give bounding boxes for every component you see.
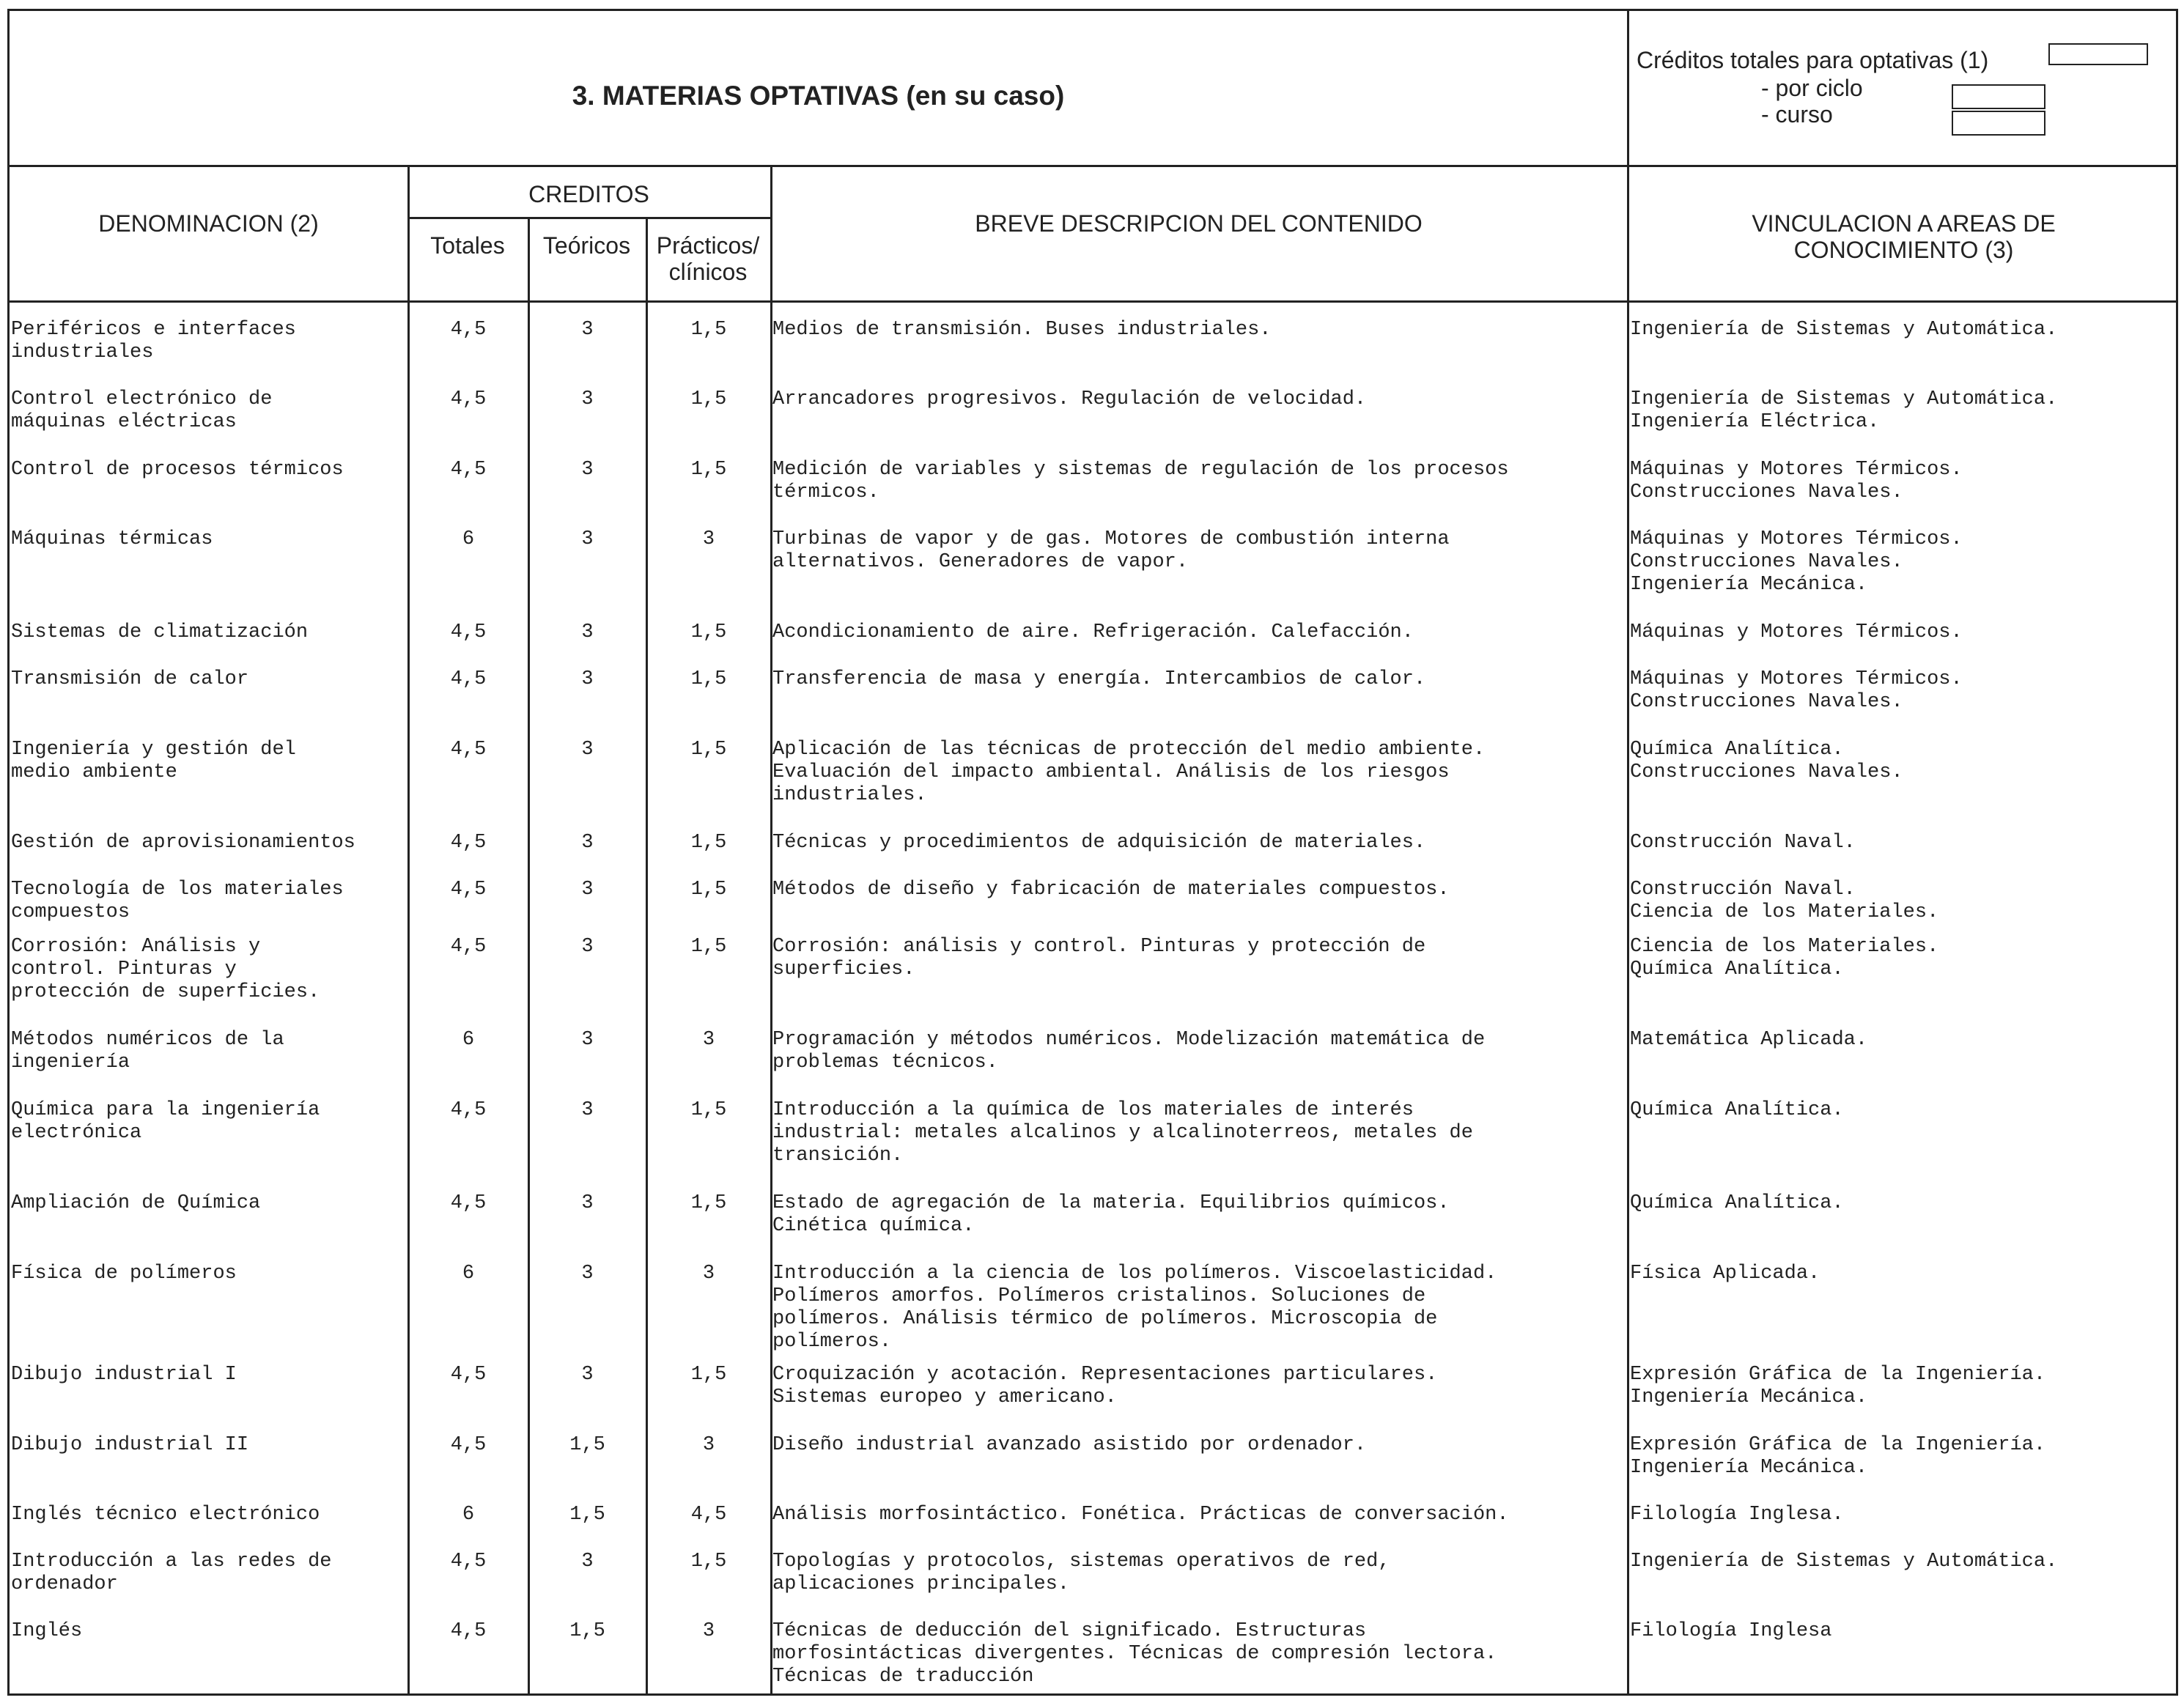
- subject-description: Técnicas de deducción del significado. Estructuras morfosintácticas divergentes. Técnicas de compresión lectora. Técnicas de traducción: [772, 1620, 1497, 1688]
- credits-theory: 3: [581, 1364, 594, 1386]
- col-header-descripcion: BREVE DESCRIPCION DEL CONTENIDO: [975, 210, 1423, 237]
- subject-description: Medición de variables y sistemas de regulación de los procesos térmicos.: [772, 459, 1509, 503]
- optional-subjects-form: [7, 9, 2178, 1696]
- credits-practice: 1,5: [690, 1364, 727, 1386]
- knowledge-areas: Ingeniería de Sistemas y Automática. Ingeniería Eléctrica.: [1630, 388, 2058, 433]
- subject-description: Medios de transmisión. Buses industriales.: [772, 319, 1272, 341]
- subject-name: Química para la ingeniería electrónica: [11, 1099, 320, 1144]
- per-cycle-box[interactable]: [1952, 84, 2045, 109]
- col-header-vinculacion-line2: CONOCIMIENTO (3): [1793, 237, 2014, 263]
- col-header-practicos-line1: Prácticos/: [656, 232, 760, 259]
- knowledge-areas: Ingeniería de Sistemas y Automática.: [1630, 319, 2058, 341]
- credits-total: 4,5: [450, 319, 487, 341]
- subject-description: Introducción a la ciencia de los polímeros. Viscoelasticidad. Polímeros amorfos. Polímeros cristalinos. Soluciones de polímeros. Análisis térmico de polímeros. Microscopia de polímeros.: [772, 1263, 1497, 1353]
- credits-theory: 3: [581, 621, 594, 643]
- credits-practice: 3: [702, 1434, 715, 1456]
- credits-theory: 1,5: [569, 1620, 605, 1642]
- credits-total: 4,5: [450, 1434, 487, 1456]
- credits-total: 6: [462, 1504, 475, 1526]
- knowledge-areas: Expresión Gráfica de la Ingeniería. Ingeniería Mecánica.: [1630, 1364, 2046, 1408]
- credits-total: 4,5: [450, 1192, 487, 1214]
- knowledge-areas: Máquinas y Motores Térmicos.: [1630, 621, 1963, 643]
- knowledge-areas: Máquinas y Motores Térmicos. Construcciones Navales. Ingeniería Mecánica.: [1630, 528, 1963, 596]
- credits-total: 4,5: [450, 832, 487, 854]
- subject-name: Inglés técnico electrónico: [11, 1504, 320, 1526]
- section-title: 3. MATERIAS OPTATIVAS (en su caso): [572, 81, 1065, 111]
- subject-name: Periféricos e interfaces industriales: [11, 319, 296, 363]
- knowledge-areas: Construcción Naval. Ciencia de los Materiales.: [1630, 879, 1939, 923]
- subject-name: Dibujo industrial II: [11, 1434, 249, 1456]
- credits-theory: 3: [581, 1551, 594, 1573]
- knowledge-areas: Química Analítica.: [1630, 1192, 1844, 1214]
- credits-theory: 3: [581, 1099, 594, 1121]
- knowledge-areas: Ciencia de los Materiales. Química Analítica.: [1630, 936, 1939, 980]
- credits-total: 4,5: [450, 879, 487, 901]
- credits-practice: 1,5: [690, 739, 727, 761]
- subject-description: Corrosión: análisis y control. Pinturas y protección de superficies.: [772, 936, 1426, 980]
- credits-total: 6: [462, 1029, 475, 1051]
- subject-description: Acondicionamiento de aire. Refrigeración. Calefacción.: [772, 621, 1414, 643]
- subject-description: Topologías y protocolos, sistemas operativos de red, aplicaciones principales.: [772, 1551, 1390, 1595]
- subject-name: Dibujo industrial I: [11, 1364, 237, 1386]
- course-box[interactable]: [1952, 111, 2045, 136]
- credits-practice: 3: [702, 1620, 715, 1642]
- subject-name: Sistemas de climatización: [11, 621, 309, 643]
- credits-practice: 1,5: [690, 668, 727, 690]
- knowledge-areas: Filología Inglesa: [1630, 1620, 1832, 1642]
- per-cycle-label: - por ciclo: [1761, 75, 1863, 101]
- credits-practice: 1,5: [690, 936, 727, 958]
- knowledge-areas: Matemática Aplicada.: [1630, 1029, 1868, 1051]
- credits-theory: 3: [581, 459, 594, 481]
- subject-name: Introducción a las redes de ordenador: [11, 1551, 332, 1595]
- course-label: - curso: [1761, 101, 1833, 128]
- credits-total: 4,5: [450, 668, 487, 690]
- knowledge-areas: Ingeniería de Sistemas y Automática.: [1630, 1551, 2058, 1573]
- credits-theory: 1,5: [569, 1434, 605, 1456]
- col-header-practicos-line2: clínicos: [668, 259, 748, 285]
- knowledge-areas: Construcción Naval.: [1630, 832, 1856, 854]
- credits-practice: 3: [702, 528, 715, 550]
- credits-theory: 3: [581, 1263, 594, 1285]
- credits-theory: 3: [581, 1029, 594, 1051]
- col-header-practicos: [646, 232, 770, 285]
- credits-total: 4,5: [450, 739, 487, 761]
- subject-name: Corrosión: Análisis y control. Pinturas y protección de superficies.: [11, 936, 320, 1003]
- col-header-totales: Totales: [430, 232, 505, 259]
- credits-total: 6: [462, 528, 475, 550]
- knowledge-areas: Filología Inglesa.: [1630, 1504, 1844, 1526]
- credits-theory: 3: [581, 739, 594, 761]
- subject-description: Croquización y acotación. Representaciones particulares. Sistemas europeo y americano.: [772, 1364, 1438, 1408]
- credits-practice: 1,5: [690, 1192, 727, 1214]
- subject-name: Ampliación de Química: [11, 1192, 261, 1214]
- knowledge-areas: Química Analítica. Construcciones Navales.: [1630, 739, 1903, 783]
- subject-description: Transferencia de masa y energía. Intercambios de calor.: [772, 668, 1426, 690]
- subject-description: Introducción a la química de los materiales de interés industrial: metales alcalinos y alcalinoterreos, metales de transición.: [772, 1099, 1473, 1167]
- knowledge-areas: Máquinas y Motores Térmicos. Construcciones Navales.: [1630, 459, 1963, 503]
- col-header-denominacion: DENOMINACION (2): [98, 210, 319, 237]
- credits-subheader-divider: [407, 217, 770, 219]
- column-header-divider: [10, 300, 2176, 303]
- subject-description: Técnicas y procedimientos de adquisición de materiales.: [772, 832, 1426, 854]
- credits-theory: 3: [581, 528, 594, 550]
- credits-total: 4,5: [450, 1551, 487, 1573]
- credits-practice: 1,5: [690, 621, 727, 643]
- subject-name: Transmisión de calor: [11, 668, 249, 690]
- knowledge-areas: Expresión Gráfica de la Ingeniería. Ingeniería Mecánica.: [1630, 1434, 2046, 1479]
- col-header-vinculacion-line1: VINCULACION A AREAS DE: [1752, 210, 2056, 237]
- credits-practice: 3: [702, 1263, 715, 1285]
- credits-total: 4,5: [450, 388, 487, 410]
- credits-practice: 3: [702, 1029, 715, 1051]
- col-header-teoricos: Teóricos: [542, 232, 631, 259]
- credits-total: 4,5: [450, 621, 487, 643]
- credits-total: 6: [462, 1263, 475, 1285]
- credits-total-box[interactable]: [2048, 43, 2148, 65]
- credits-total: 4,5: [450, 936, 487, 958]
- credits-theory: 3: [581, 388, 594, 410]
- knowledge-areas: Máquinas y Motores Térmicos. Construcciones Navales.: [1630, 668, 1963, 713]
- subject-description: Estado de agregación de la materia. Equilibrios químicos. Cinética química.: [772, 1192, 1450, 1237]
- subject-description: Aplicación de las técnicas de protección del medio ambiente. Evaluación del impacto ambiental. Análisis de los riesgos industriales.: [772, 739, 1486, 806]
- subject-name: Gestión de aprovisionamientos: [11, 832, 355, 854]
- knowledge-areas: Química Analítica.: [1630, 1099, 1844, 1121]
- credits-practice: 1,5: [690, 879, 727, 901]
- subject-name: Inglés: [11, 1620, 83, 1642]
- credits-theory: 3: [581, 1192, 594, 1214]
- credits-theory: 3: [581, 936, 594, 958]
- credits-practice: 1,5: [690, 388, 727, 410]
- subject-name: Física de polímeros: [11, 1263, 237, 1285]
- credits-practice: 1,5: [690, 459, 727, 481]
- credits-theory: 3: [581, 832, 594, 854]
- col-header-creditos: CREDITOS: [528, 181, 649, 207]
- areas-column-divider: [1627, 11, 1629, 1693]
- knowledge-areas: Física Aplicada.: [1630, 1263, 1820, 1285]
- subject-name: Ingeniería y gestión del medio ambiente: [11, 739, 296, 783]
- credits-theory: 1,5: [569, 1504, 605, 1526]
- credits-practice: 4,5: [690, 1504, 727, 1526]
- subject-name: Tecnología de los materiales compuestos: [11, 879, 344, 923]
- subject-description: Turbinas de vapor y de gas. Motores de combustión interna alternativos. Generadores de vapor.: [772, 528, 1450, 573]
- credits-practice: 1,5: [690, 319, 727, 341]
- subject-description: Programación y métodos numéricos. Modelización matemática de problemas técnicos.: [772, 1029, 1486, 1074]
- header-divider: [10, 165, 2176, 167]
- col-header-vinculacion: [1627, 210, 2180, 263]
- subject-description: Arrancadores progresivos. Regulación de velocidad.: [772, 388, 1367, 410]
- subject-name: Control electrónico de máquinas eléctricas: [11, 388, 273, 433]
- subject-name: Métodos numéricos de la ingeniería: [11, 1029, 284, 1074]
- subject-description: Análisis morfosintáctico. Fonética. Prácticas de conversación.: [772, 1504, 1509, 1526]
- credits-total: 4,5: [450, 1364, 487, 1386]
- credits-total: 4,5: [450, 1620, 487, 1642]
- subject-name: Máquinas térmicas: [11, 528, 213, 550]
- credits-theory: 3: [581, 668, 594, 690]
- credits-theory: 3: [581, 879, 594, 901]
- credits-practice: 1,5: [690, 832, 727, 854]
- credits-practice: 1,5: [690, 1099, 727, 1121]
- credits-total: 4,5: [450, 459, 487, 481]
- credits-practice: 1,5: [690, 1551, 727, 1573]
- subject-description: Diseño industrial avanzado asistido por ordenador.: [772, 1434, 1367, 1456]
- subject-description: Métodos de diseño y fabricación de materiales compuestos.: [772, 879, 1450, 901]
- credits-total: 4,5: [450, 1099, 487, 1121]
- credits-total-label: Créditos totales para optativas (1): [1637, 47, 1989, 73]
- subject-name: Control de procesos térmicos: [11, 459, 344, 481]
- credits-theory: 3: [581, 319, 594, 341]
